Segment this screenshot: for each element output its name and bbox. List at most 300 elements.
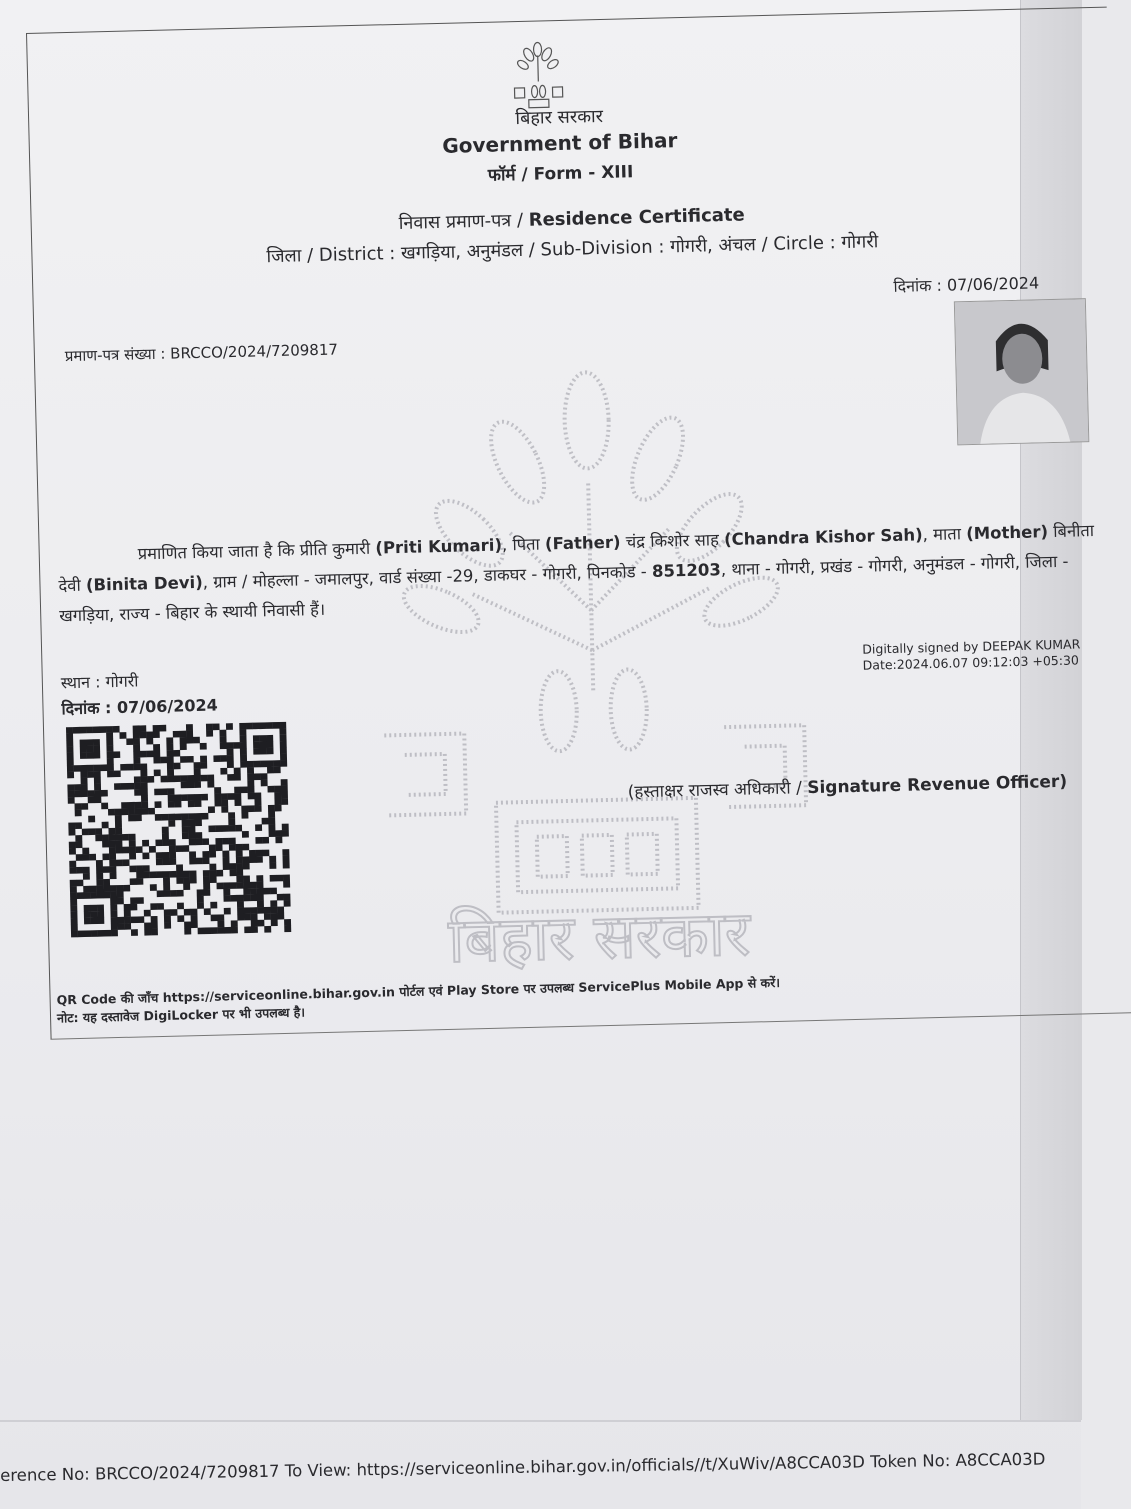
qr-module bbox=[230, 895, 237, 902]
qr-module bbox=[168, 814, 175, 821]
qr-module bbox=[167, 756, 174, 763]
qr-module bbox=[96, 879, 103, 886]
qr-module bbox=[87, 771, 94, 778]
qr-module bbox=[209, 845, 216, 852]
qr-module bbox=[74, 791, 81, 798]
qr-module bbox=[234, 768, 241, 775]
qr-module bbox=[268, 818, 275, 825]
qr-module bbox=[116, 847, 123, 854]
qr-module bbox=[260, 773, 267, 780]
bihar-emblem-icon bbox=[507, 37, 569, 110]
qr-module bbox=[122, 834, 129, 841]
qr-code[interactable] bbox=[66, 722, 291, 937]
qr-module bbox=[284, 900, 291, 907]
qr-module bbox=[283, 875, 290, 882]
qr-module bbox=[229, 838, 236, 845]
qr-module bbox=[269, 856, 276, 863]
qr-module bbox=[198, 928, 205, 935]
qr-module bbox=[84, 911, 91, 918]
qr-module bbox=[90, 911, 97, 918]
qr-module bbox=[103, 879, 110, 886]
qr-module bbox=[229, 844, 236, 851]
qr-module bbox=[183, 871, 190, 878]
qr-module bbox=[80, 752, 87, 759]
qr-module bbox=[134, 776, 141, 783]
qr-module bbox=[170, 890, 177, 897]
govt-name-hindi: बिहार सरकार bbox=[515, 105, 604, 130]
qr-module bbox=[86, 746, 93, 753]
qr-module bbox=[194, 781, 201, 788]
qr-module bbox=[68, 822, 75, 829]
qr-module bbox=[256, 882, 263, 889]
qr-module bbox=[196, 858, 203, 865]
qr-module bbox=[162, 827, 169, 834]
qr-module bbox=[90, 886, 97, 893]
qr-module bbox=[142, 840, 149, 847]
qr-module bbox=[130, 904, 137, 911]
qr-module bbox=[117, 885, 124, 892]
qr-module bbox=[263, 888, 270, 895]
qr-module bbox=[156, 852, 163, 859]
qr-module bbox=[109, 847, 116, 854]
qr-module bbox=[280, 747, 287, 754]
qr-module bbox=[236, 844, 243, 851]
qr-module bbox=[93, 739, 100, 746]
qr-module bbox=[182, 845, 189, 852]
qr-module bbox=[154, 801, 161, 808]
qr-module bbox=[260, 761, 267, 768]
qr-module bbox=[71, 918, 78, 925]
qr-module bbox=[110, 898, 117, 905]
qr-module bbox=[69, 842, 76, 849]
qr-module bbox=[267, 767, 274, 774]
qr-module bbox=[187, 756, 194, 763]
qr-module bbox=[173, 750, 180, 757]
qr-module bbox=[129, 834, 136, 841]
qr-module bbox=[98, 930, 105, 937]
qr-module bbox=[141, 783, 148, 790]
qr-module bbox=[209, 851, 216, 858]
qr-module bbox=[161, 776, 168, 783]
qr-module bbox=[150, 903, 157, 910]
qr-module bbox=[75, 810, 82, 817]
qr-module bbox=[240, 761, 247, 768]
qr-module bbox=[234, 787, 241, 794]
qr-module bbox=[117, 898, 124, 905]
qr-module bbox=[247, 780, 254, 787]
qr-module bbox=[119, 732, 126, 739]
qr-module bbox=[71, 931, 78, 938]
qr-module bbox=[211, 914, 218, 921]
qr-module bbox=[108, 828, 115, 835]
qr-module bbox=[188, 800, 195, 807]
qr-module bbox=[102, 822, 109, 829]
qr-module bbox=[83, 892, 90, 899]
qr-module bbox=[277, 907, 284, 914]
qr-module bbox=[249, 850, 256, 857]
certificate-number: प्रमाण-पत्र संख्या : BRCCO/2024/7209817 bbox=[64, 340, 339, 366]
qr-module bbox=[256, 875, 263, 882]
qr-module bbox=[176, 877, 183, 884]
qr-module bbox=[283, 855, 290, 862]
qr-module bbox=[197, 896, 204, 903]
qr-module bbox=[194, 794, 201, 801]
qr-module bbox=[279, 728, 286, 735]
qr-module bbox=[110, 872, 117, 879]
qr-module bbox=[210, 876, 217, 883]
qr-module bbox=[146, 738, 153, 745]
qr-module bbox=[153, 725, 160, 732]
qr-module bbox=[240, 748, 247, 755]
qr-module bbox=[256, 856, 263, 863]
qr-module bbox=[240, 742, 247, 749]
qr-module bbox=[242, 831, 249, 838]
qr-module bbox=[168, 820, 175, 827]
form-number: फॉर्म / Form - XIII bbox=[487, 162, 634, 186]
place: स्थान : गोगरी bbox=[60, 671, 139, 693]
qr-module bbox=[215, 825, 222, 832]
qr-module bbox=[203, 876, 210, 883]
qr-module bbox=[227, 774, 234, 781]
qr-module bbox=[111, 930, 118, 937]
qr-module bbox=[128, 802, 135, 809]
qr-module bbox=[283, 881, 290, 888]
qr-module bbox=[161, 814, 168, 821]
qr-module bbox=[76, 867, 83, 874]
qr-module bbox=[160, 757, 167, 764]
qr-module bbox=[127, 764, 134, 771]
qr-module bbox=[166, 744, 173, 751]
qr-module bbox=[243, 856, 250, 863]
qr-module bbox=[184, 922, 191, 929]
qr-module bbox=[243, 895, 250, 902]
pincode: 851203 bbox=[651, 560, 722, 581]
qr-module bbox=[106, 739, 113, 746]
qr-module bbox=[254, 792, 261, 799]
qr-module bbox=[170, 909, 177, 916]
qr-module bbox=[228, 825, 235, 832]
qr-module bbox=[189, 851, 196, 858]
qr-module bbox=[109, 860, 116, 867]
govt-name-english: Government of Bihar bbox=[442, 128, 678, 158]
qr-module bbox=[177, 890, 184, 897]
qr-module bbox=[247, 786, 254, 793]
reference-line: erence No: BRCCO/2024/7209817 To View: https://serviceonline.bihar.gov.in/officials//t/XuWiv/A8CCA03D Token No: A8CCA03D bbox=[0, 1449, 1046, 1485]
qr-module bbox=[74, 784, 81, 791]
qr-module bbox=[234, 793, 241, 800]
qr-module bbox=[183, 877, 190, 884]
qr-module bbox=[266, 741, 273, 748]
qr-module bbox=[236, 882, 243, 889]
qr-module bbox=[257, 888, 264, 895]
qr-module bbox=[189, 858, 196, 865]
qr-module bbox=[237, 895, 244, 902]
qr-module bbox=[282, 830, 289, 837]
qr-module bbox=[84, 905, 91, 912]
qr-module bbox=[141, 802, 148, 809]
qr-module bbox=[201, 775, 208, 782]
qr-module bbox=[203, 870, 210, 877]
qr-module bbox=[103, 866, 110, 873]
qr-module bbox=[135, 814, 142, 821]
qr-module bbox=[202, 851, 209, 858]
qr-module bbox=[207, 775, 214, 782]
qr-module bbox=[253, 723, 260, 730]
qr-module bbox=[131, 916, 138, 923]
qr-module bbox=[167, 750, 174, 757]
qr-module bbox=[176, 864, 183, 871]
qr-module bbox=[97, 911, 104, 918]
qr-module bbox=[88, 797, 95, 804]
qr-module bbox=[83, 867, 90, 874]
qr-module bbox=[241, 806, 248, 813]
person-photo-icon bbox=[955, 299, 1088, 444]
qr-module bbox=[117, 923, 124, 930]
qr-module bbox=[103, 885, 110, 892]
footer-qr-note: QR Code की जाँच https://serviceonline.bihar.gov.in पोर्टल एवं Play Store पर उपलब्ध ServicePlus Mobile App से करें। bbox=[56, 974, 781, 1008]
qr-module bbox=[82, 848, 89, 855]
qr-module bbox=[73, 727, 80, 734]
qr-module bbox=[75, 841, 82, 848]
qr-module bbox=[153, 744, 160, 751]
qr-module bbox=[83, 886, 90, 893]
qr-module bbox=[174, 775, 181, 782]
qr-module bbox=[246, 723, 253, 730]
qr-module bbox=[91, 930, 98, 937]
qr-module bbox=[284, 925, 291, 932]
qr-module bbox=[243, 882, 250, 889]
qr-module bbox=[94, 765, 101, 772]
watermark-text: बिहार सरकार bbox=[447, 896, 752, 977]
qr-module bbox=[194, 762, 201, 769]
qr-module bbox=[280, 760, 287, 767]
qr-module bbox=[137, 916, 144, 923]
qr-module bbox=[124, 910, 131, 917]
qr-module bbox=[254, 799, 261, 806]
qr-module bbox=[184, 909, 191, 916]
qr-module bbox=[151, 929, 158, 936]
qr-module bbox=[161, 788, 168, 795]
qr-module bbox=[176, 871, 183, 878]
qr-module bbox=[149, 846, 156, 853]
qr-module bbox=[133, 757, 140, 764]
body-part-7: , थाना - गोगरी, प्रखंड - गोगरी, अनुमंडल - गोगरी, जिला - खगड़िया, राज्य - बिहार के स्थायी निवासी हैं। bbox=[59, 551, 1069, 626]
qr-module bbox=[129, 853, 136, 860]
qr-module bbox=[217, 914, 224, 921]
qr-module bbox=[136, 865, 143, 872]
qr-module bbox=[95, 835, 102, 842]
qr-module bbox=[133, 725, 140, 732]
qr-module bbox=[213, 723, 220, 730]
qr-module bbox=[262, 818, 269, 825]
qr-module bbox=[126, 738, 133, 745]
qr-module bbox=[99, 726, 106, 733]
bihar-emblem-watermark bbox=[355, 355, 830, 976]
qr-module bbox=[269, 862, 276, 869]
qr-module bbox=[96, 860, 103, 867]
qr-module bbox=[281, 779, 288, 786]
applicant-photo bbox=[954, 298, 1089, 445]
qr-module bbox=[211, 927, 218, 934]
qr-module bbox=[66, 733, 73, 740]
qr-module bbox=[233, 742, 240, 749]
qr-module bbox=[134, 783, 141, 790]
qr-module bbox=[109, 853, 116, 860]
qr-module bbox=[181, 775, 188, 782]
qr-module bbox=[153, 750, 160, 757]
qr-module bbox=[201, 813, 208, 820]
qr-module bbox=[181, 782, 188, 789]
qr-module bbox=[70, 892, 77, 899]
qr-module bbox=[188, 826, 195, 833]
qr-module bbox=[168, 801, 175, 808]
qr-module bbox=[110, 891, 117, 898]
qr-module bbox=[115, 815, 122, 822]
qr-module bbox=[115, 840, 122, 847]
qr-module bbox=[102, 841, 109, 848]
qr-module bbox=[136, 872, 143, 879]
qr-module bbox=[129, 846, 136, 853]
qr-module bbox=[107, 771, 114, 778]
qr-module bbox=[275, 830, 282, 837]
qr-module bbox=[237, 907, 244, 914]
qr-module bbox=[68, 791, 75, 798]
qr-module bbox=[143, 872, 150, 879]
qr-module bbox=[124, 917, 131, 924]
qr-module bbox=[194, 800, 201, 807]
qr-module bbox=[154, 789, 161, 796]
qr-module bbox=[115, 809, 122, 816]
qr-module bbox=[181, 813, 188, 820]
body-part-6: , ग्राम / मोहल्ला - जमालपुर, वार्ड संख्या -29, डाकघर - गोगरी, पिनकोड - bbox=[202, 561, 653, 592]
qr-module bbox=[284, 919, 291, 926]
qr-module bbox=[68, 829, 75, 836]
qr-module bbox=[184, 928, 191, 935]
qr-module bbox=[281, 798, 288, 805]
qr-module bbox=[239, 729, 246, 736]
qr-module bbox=[170, 871, 177, 878]
qr-module bbox=[262, 837, 269, 844]
qr-module bbox=[181, 794, 188, 801]
qr-module bbox=[115, 821, 122, 828]
qr-module bbox=[173, 731, 180, 738]
qr-module bbox=[203, 883, 210, 890]
qr-module bbox=[84, 930, 91, 937]
qr-module bbox=[200, 743, 207, 750]
qr-module bbox=[186, 737, 193, 744]
qr-module bbox=[123, 885, 130, 892]
qr-module bbox=[115, 834, 122, 841]
qr-module bbox=[222, 851, 229, 858]
qr-module bbox=[95, 828, 102, 835]
qr-module bbox=[77, 892, 84, 899]
qr-module bbox=[111, 917, 118, 924]
qr-module bbox=[67, 784, 74, 791]
father-name-english: (Chandra Kishor Sah) bbox=[723, 525, 923, 550]
qr-module bbox=[187, 775, 194, 782]
qr-module bbox=[163, 884, 170, 891]
qr-module bbox=[153, 757, 160, 764]
footer-digilocker-note: नोट: यह दस्तावेज DigiLocker पर भी उपलब्ध है। bbox=[56, 1004, 306, 1026]
qr-module bbox=[260, 735, 267, 742]
qr-module bbox=[69, 848, 76, 855]
qr-module bbox=[141, 789, 148, 796]
qr-module bbox=[197, 902, 204, 909]
qr-module bbox=[271, 919, 278, 926]
qr-module bbox=[250, 888, 257, 895]
qr-module bbox=[166, 737, 173, 744]
qr-module bbox=[94, 790, 101, 797]
qr-module bbox=[227, 749, 234, 756]
qr-module bbox=[182, 820, 189, 827]
qr-module bbox=[136, 846, 143, 853]
qr-module bbox=[255, 824, 262, 831]
qr-module bbox=[139, 732, 146, 739]
qr-module bbox=[76, 880, 83, 887]
qr-module bbox=[82, 829, 89, 836]
qr-module bbox=[177, 915, 184, 922]
qr-module bbox=[195, 813, 202, 820]
qr-module bbox=[142, 853, 149, 860]
qr-module bbox=[148, 808, 155, 815]
qr-module bbox=[115, 828, 122, 835]
body-part-4: , माता bbox=[922, 524, 967, 545]
qr-module bbox=[88, 828, 95, 835]
qr-module bbox=[270, 900, 277, 907]
qr-module bbox=[222, 825, 229, 832]
qr-module bbox=[67, 772, 74, 779]
qr-module bbox=[251, 914, 258, 921]
qr-module bbox=[243, 863, 250, 870]
qr-module bbox=[266, 722, 273, 729]
qr-module bbox=[140, 763, 147, 770]
qr-module bbox=[268, 824, 275, 831]
qr-module bbox=[254, 773, 261, 780]
qr-module bbox=[167, 763, 174, 770]
qr-module bbox=[66, 746, 73, 753]
qr-module bbox=[254, 761, 261, 768]
qr-module bbox=[280, 735, 287, 742]
qr-module bbox=[264, 913, 271, 920]
qr-module bbox=[89, 854, 96, 861]
qr-module bbox=[224, 908, 231, 915]
digital-signature-date: Date:2024.06.07 09:12:03 +05:30 bbox=[862, 652, 1080, 673]
qr-module bbox=[106, 745, 113, 752]
qr-module bbox=[174, 794, 181, 801]
qr-module bbox=[93, 726, 100, 733]
qr-module bbox=[141, 795, 148, 802]
qr-module bbox=[67, 753, 74, 760]
qr-module bbox=[235, 825, 242, 832]
qr-module bbox=[187, 781, 194, 788]
qr-module bbox=[215, 838, 222, 845]
qr-module bbox=[107, 764, 114, 771]
qr-module bbox=[202, 838, 209, 845]
mother-name-english: (Binita Devi) bbox=[85, 572, 203, 595]
qr-module bbox=[223, 882, 230, 889]
qr-module bbox=[264, 926, 271, 933]
qr-module bbox=[113, 726, 120, 733]
qr-module bbox=[153, 731, 160, 738]
qr-module bbox=[117, 917, 124, 924]
qr-module bbox=[150, 871, 157, 878]
qr-module bbox=[190, 870, 197, 877]
qr-module bbox=[260, 741, 267, 748]
qr-module bbox=[114, 770, 121, 777]
qr-module bbox=[228, 793, 235, 800]
qr-module bbox=[195, 819, 202, 826]
qr-module bbox=[188, 813, 195, 820]
